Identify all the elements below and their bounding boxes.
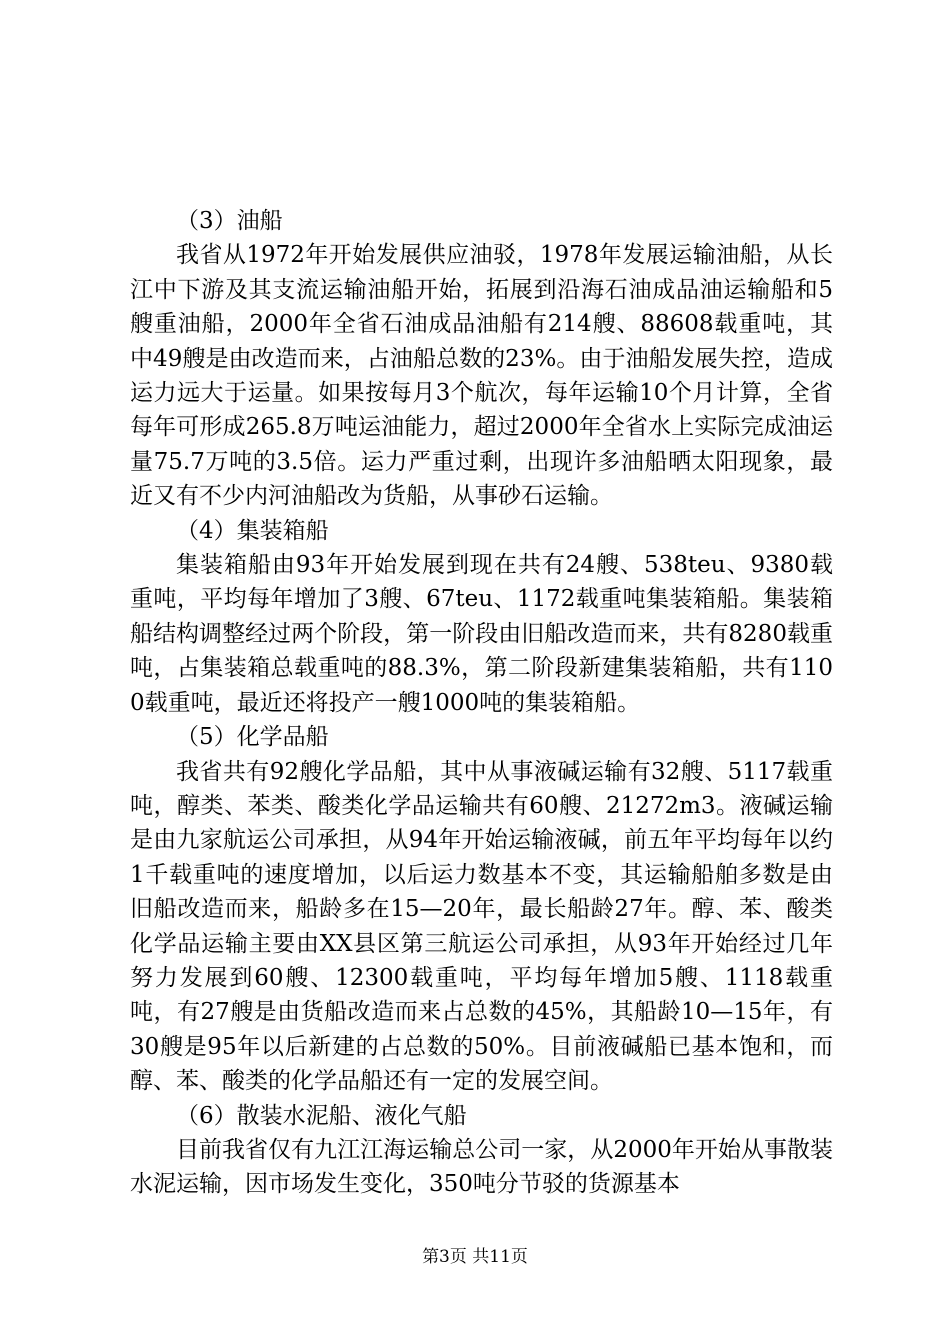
section-heading-chemical-tankers: （5）化学品船 [176, 724, 329, 751]
section-paragraph-cement-lpg-ships: 目前我省仅有九江江海运输总公司一家，从2000年开始从事散装水泥运输，因市场发生变化，350吨分节驳的货源基本 [130, 1136, 833, 1198]
section-heading-oil-tankers: （3）油船 [176, 208, 283, 234]
section-heading-container-ships: （4）集装箱船 [176, 517, 329, 544]
document-body [130, 204, 833, 1202]
section-heading-cement-lpg-ships: （6）散装水泥船、液化气船 [176, 1102, 467, 1129]
section-paragraph-chemical-tankers: 我省共有92艘化学品船，其中从事液碱运输有32艘、5117载重吨，醇类、苯类、酸类化学品运输共有60艘、21272m3。液碱运输是由九家航运公司承担，从94年开始运输液碱，前五年平均每年以约1千载重吨的速度增加，以后运力数基本不变，其运输船舶多数是由旧船改造而来，船龄多在15—20年，最长船龄27年。醇、苯、酸类化学品运输主要由XX县区第三航运公司承担，从93年开始经过几年努力发展到60艘、12300载重吨，平均每年增加5艘、1118载重吨，有27艘是由货船改造而来占总数的45%，其船龄10—15年，有30艘是95年以后新建的占总数的50%。目前液碱船已基本饱和，而醇、苯、酸类的化学品船还有一定的发展空间。 [130, 758, 833, 1095]
section-paragraph-container-ships: 集装箱船由93年开始发展到现在共有24艘、538teu、9380载重吨，平均每年增加了3艘、67teu、1172载重吨集装箱船。集装箱船结构调整经过两个阶段，第一阶段由旧船改造而来，共有8280载重吨，占集装箱总载重吨的88.3%，第二阶段新建集装箱船，共有1100载重吨，最近还将投产一艘1000吨的集装箱船。 [130, 552, 833, 716]
page-number-footer: 第3页 共11页 [422, 1247, 528, 1267]
section-paragraph-oil-tankers: 我省从1972年开始发展供应油驳，1978年发展运输油船，从长江中下游及其支流运输油船开始，拓展到沿海石油成品油运输船和5艘重油船，2000年全省石油成品油船有214艘、88608载重吨，其中49艘是由改造而来，占油船总数的23%。由于油船发展失控，造成运力远大于运量。如果按每月3个航次，每年运输10个月计算，全省每年可形成265.8万吨运油能力，超过2000年全省水上实际完成油运量75.7万吨的3.5倍。运力严重过剩，出现许多油船晒太阳现象，最近又有不少内河油船改为货船，从事砂石运输。 [130, 242, 833, 510]
